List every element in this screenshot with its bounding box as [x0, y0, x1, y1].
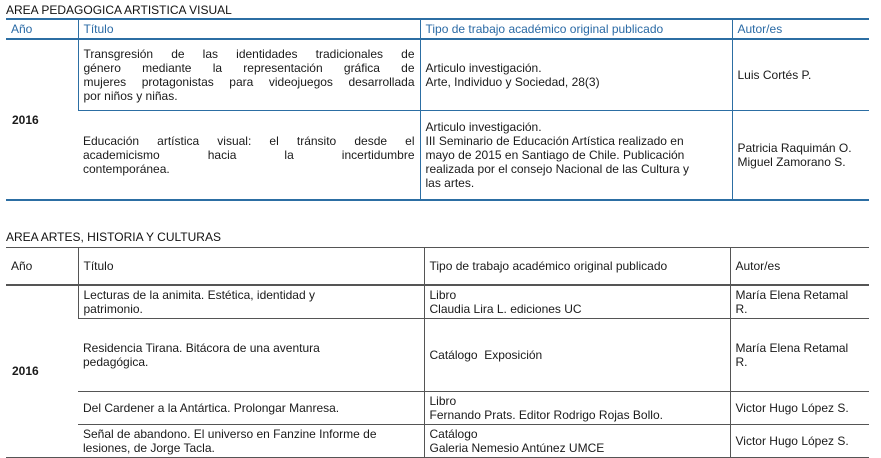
header-authors: Autor/es: [730, 248, 869, 286]
title-line: género mediante la representación gráfica de: [83, 60, 415, 75]
type-line: Catálogo: [429, 426, 478, 441]
title-cell: [78, 39, 420, 110]
header-type: Tipo de trabajo académico original publicado: [424, 248, 730, 286]
title-cell: [78, 424, 424, 457]
title-line: por niños y niñas.: [83, 88, 178, 103]
type-line: Galeria Nemesio Antúnez UMCE: [429, 440, 605, 455]
title-line: pedagógica.: [83, 354, 149, 369]
type-line: Libro: [429, 287, 457, 302]
authors-cell: [730, 391, 869, 424]
year-cell: 2016: [12, 112, 39, 127]
table-header-row: [6, 19, 869, 39]
table-row: [6, 285, 869, 318]
section-title-artes: AREA ARTES, HISTORIA Y CULTURAS: [6, 230, 221, 244]
type-cell: [420, 110, 732, 200]
header-type: Tipo de trabajo académico original publicado: [420, 19, 732, 39]
type-cell: [424, 285, 730, 318]
author-line: Victor Hugo López S.: [735, 400, 849, 415]
type-cell: [424, 424, 730, 457]
author-line: Patricia Raquimán O.: [737, 140, 852, 155]
table-pedagogica: [6, 18, 869, 201]
type-line: Articulo investigación.: [425, 60, 542, 75]
table-row: [6, 424, 869, 457]
authors-cell: [730, 318, 869, 391]
title-line: mujeres protagonistas para videojuegos desarrollada: [83, 74, 415, 89]
table-row: [6, 39, 869, 110]
title-line: Transgresión de las identidades tradicionales de: [83, 46, 415, 61]
type-line: Arte, Individuo y Sociedad, 28(3): [425, 74, 600, 89]
year-cell: 2016: [12, 364, 39, 379]
authors-cell: [730, 424, 869, 457]
title-line: Lecturas de la animita. Estética, identidad y: [83, 287, 315, 302]
type-line: Fernando Prats. Editor Rodrigo Rojas Bollo.: [429, 407, 663, 422]
header-year: Año: [6, 248, 78, 286]
title-cell: [78, 391, 424, 424]
table-row: [6, 110, 869, 200]
section-title-pedagogica: AREA PEDAGOGICA ARTISTICA VISUAL: [6, 3, 232, 17]
title-line: patrimonio.: [83, 301, 143, 316]
author-line: Miguel Zamorano S.: [737, 154, 846, 169]
type-line: Catálogo Exposición: [429, 347, 543, 362]
title-line: academicismo hacia la incertidumbre: [83, 147, 415, 162]
header-title: Título: [78, 248, 424, 286]
table-artes: [6, 247, 869, 458]
authors-cell: [732, 39, 869, 110]
title-cell: [78, 285, 424, 318]
author-line: R.: [735, 301, 748, 316]
header-year: Año: [6, 19, 78, 39]
type-line: Articulo investigación.: [425, 119, 542, 134]
author-line: María Elena Retamal: [735, 340, 849, 355]
type-cell: [424, 318, 730, 391]
header-authors: Autor/es: [732, 19, 869, 39]
title-cell: [78, 318, 424, 391]
type-cell: [424, 391, 730, 424]
authors-cell: [732, 110, 869, 200]
table-row: [6, 391, 869, 424]
authors-cell: [730, 285, 869, 318]
type-line: realizada por el consejo Nacional de las Cultura y: [425, 161, 689, 176]
author-line: R.: [735, 354, 748, 369]
type-line: Claudia Lira L. ediciones UC: [429, 301, 582, 316]
author-line: María Elena Retamal: [735, 287, 849, 302]
title-line: Señal de abandono. El universo en Fanzine Informe de: [83, 426, 377, 441]
type-line: III Seminario de Educación Artística realizado en: [425, 133, 684, 148]
title-line: lesiones, de Jorge Tacla.: [83, 440, 215, 455]
title-line: Residencia Tirana. Bitácora de una aventura: [83, 340, 320, 355]
type-line: Libro: [429, 393, 457, 408]
author-line: Luis Cortés P.: [737, 67, 812, 82]
type-line: las artes.: [425, 175, 475, 190]
title-line: Educación artística visual: el tránsito desde el: [83, 133, 415, 148]
type-cell: [420, 39, 732, 110]
table-row: [6, 318, 869, 391]
title-line: Del Cardener a la Antártica. Prolongar Manresa.: [83, 400, 340, 415]
title-line: contemporánea.: [83, 161, 170, 176]
author-line: Victor Hugo López S.: [735, 433, 849, 448]
title-cell: [78, 110, 420, 200]
table-header-row: [6, 248, 869, 286]
type-line: mayo de 2015 en Santiago de Chile. Publicación: [425, 147, 685, 162]
header-title: Título: [78, 19, 420, 39]
